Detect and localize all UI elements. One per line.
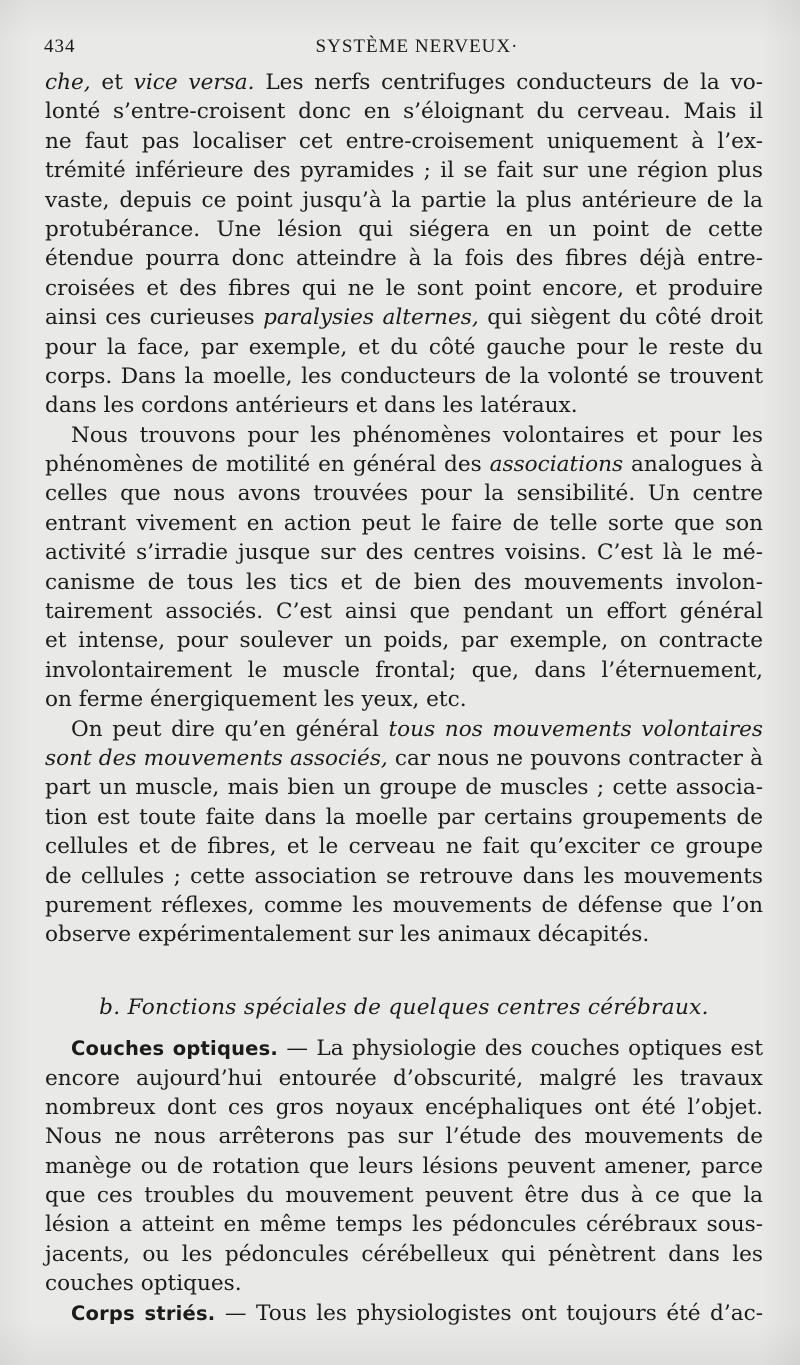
- text-line: [45, 303, 763, 332]
- italic-text: paralysies alternes,: [263, 305, 479, 331]
- text-line: entrant vivement en action peut le faire de telle sorte que son: [45, 510, 763, 536]
- text-line: nombreux dont ces gros noyaux encéphaliques ont été l’objet.: [45, 1094, 763, 1120]
- text-line: observe expérimentalement sur les animaux décapités.: [45, 922, 650, 948]
- text-line: celles que nous avons trouvées pour la sensibilité. Un centre: [45, 481, 763, 507]
- text-line: [45, 68, 763, 97]
- paragraph-5: [45, 1299, 763, 1328]
- text-fragment: ainsi ces curieuses: [45, 305, 264, 331]
- text-line: [45, 1299, 763, 1328]
- text-line: [45, 1034, 763, 1063]
- text-line: cellules et de fibres, et le cerveau ne fait qu’exciter ce groupe: [45, 834, 763, 860]
- paragraph-3: [45, 715, 763, 950]
- text-line: lésion a atteint en même temps les pédoncules cérébraux sous-: [45, 1212, 763, 1238]
- text-line: et intense, pour soulever un poids, par exemple, on contracte: [45, 628, 763, 654]
- text-line: activité s’irradie jusque sur des centres voisins. C’est là le mé-: [45, 540, 763, 566]
- subheading-couches-optiques: Couches optiques.: [71, 1037, 279, 1061]
- text-fragment: phénomènes de motilité en général des: [45, 452, 490, 478]
- italic-text: tous nos mouvements volontaires: [388, 716, 764, 742]
- text-line: canisme de tous les tics et de bien des mouvements involon-: [45, 569, 763, 595]
- text-line: jacents, ou les pédoncules cérébelleux qui pénètrent dans les: [45, 1241, 763, 1267]
- running-title: SYSTÈME NERVEUX·: [315, 36, 519, 57]
- running-head: [44, 36, 760, 60]
- text-line: que ces troubles du mouvement peuvent être dus à ce que la: [45, 1183, 763, 1209]
- paragraph-4: [45, 1034, 763, 1299]
- text-fragment: — Tous les physiologistes ont toujours été d’ac-: [215, 1300, 764, 1326]
- text-line: Nous ne nous arrêterons pas sur l’étude des mouvements de: [45, 1124, 763, 1150]
- text-fragment: On peut dire qu’en général: [71, 716, 389, 742]
- text-line: lonté s’entre-croisent donc en s’éloignant du cerveau. Mais il: [45, 99, 763, 125]
- text-line: involontairement le muscle frontal; que, dans l’éternuement,: [45, 657, 763, 683]
- body-text: [45, 68, 763, 1328]
- text-line: ne faut pas localiser cet entre-croisement uniquement à l’ex-: [45, 128, 763, 154]
- text-line: couches optiques.: [45, 1271, 242, 1297]
- text-line: dans les cordons antérieurs et dans les latéraux.: [45, 393, 578, 419]
- italic-text: associations: [489, 452, 624, 478]
- text-line: corps. Dans la moelle, les conducteurs de la volonté se trouvent: [45, 363, 763, 389]
- text-line: purement réflexes, comme les mouvements de défense que l’on: [45, 892, 763, 918]
- text-line: tairement associés. C’est ainsi que pendant un effort général: [45, 599, 763, 625]
- text-line: part un muscle, mais bien un groupe de muscles ; cette associa-: [45, 775, 763, 801]
- text-line: trémité inférieure des pyramides ; il se fait sur une région plus: [45, 158, 763, 184]
- text-line: croisées et des fibres qui ne le sont point encore, et produire: [45, 275, 763, 301]
- subheading-corps-stries: Corps striés.: [71, 1301, 216, 1325]
- italic-text: che,: [45, 70, 91, 95]
- text-fragment: — La physiologie des couches optiques est: [278, 1036, 763, 1062]
- text-line: [45, 744, 763, 773]
- text-line: on ferme énergiquement les yeux, etc.: [45, 687, 467, 713]
- text-fragment: et: [90, 70, 134, 95]
- section-heading: b. Fonctions spéciales de quelques centres cérébraux.: [99, 994, 709, 1020]
- text-line: de cellules ; cette association se retrouve dans les mouvements: [45, 863, 763, 889]
- text-line: pour la face, par exemple, et du côté gauche pour le reste du: [45, 334, 763, 360]
- italic-text: sont des mouvements associés,: [45, 745, 388, 771]
- text-fragment: analogues à: [623, 452, 763, 478]
- paragraph-1: [45, 68, 763, 421]
- text-line: vaste, depuis ce point jusqu’à la partie la plus antérieure de la: [45, 187, 763, 213]
- text-line: tion est toute faite dans la moelle par certains groupements de: [45, 804, 763, 830]
- text-fragment: Les nerfs centrifuges conducteurs de la vo-: [254, 70, 763, 95]
- text-line: manège ou de rotation que leurs lésions peuvent amener, parce: [45, 1153, 763, 1179]
- text-line: Nous trouvons pour les phénomènes volontaires et pour les: [71, 422, 763, 448]
- text-line: [45, 715, 763, 744]
- text-line: protubérance. Une lésion qui siégera en un point de cette: [45, 216, 763, 242]
- text-line: [45, 450, 763, 479]
- paragraph-2: [45, 421, 763, 715]
- text-line: étendue pourra donc atteindre à la fois des fibres déjà entre-: [45, 246, 763, 272]
- text-fragment: car nous ne pouvons contracter à: [387, 745, 763, 771]
- text-line: encore aujourd’hui entourée d’obscurité, malgré les travaux: [45, 1065, 763, 1091]
- italic-text: vice versa.: [133, 70, 255, 95]
- page-number: 434: [44, 36, 76, 57]
- text-fragment: qui siègent du côté droit: [478, 305, 763, 331]
